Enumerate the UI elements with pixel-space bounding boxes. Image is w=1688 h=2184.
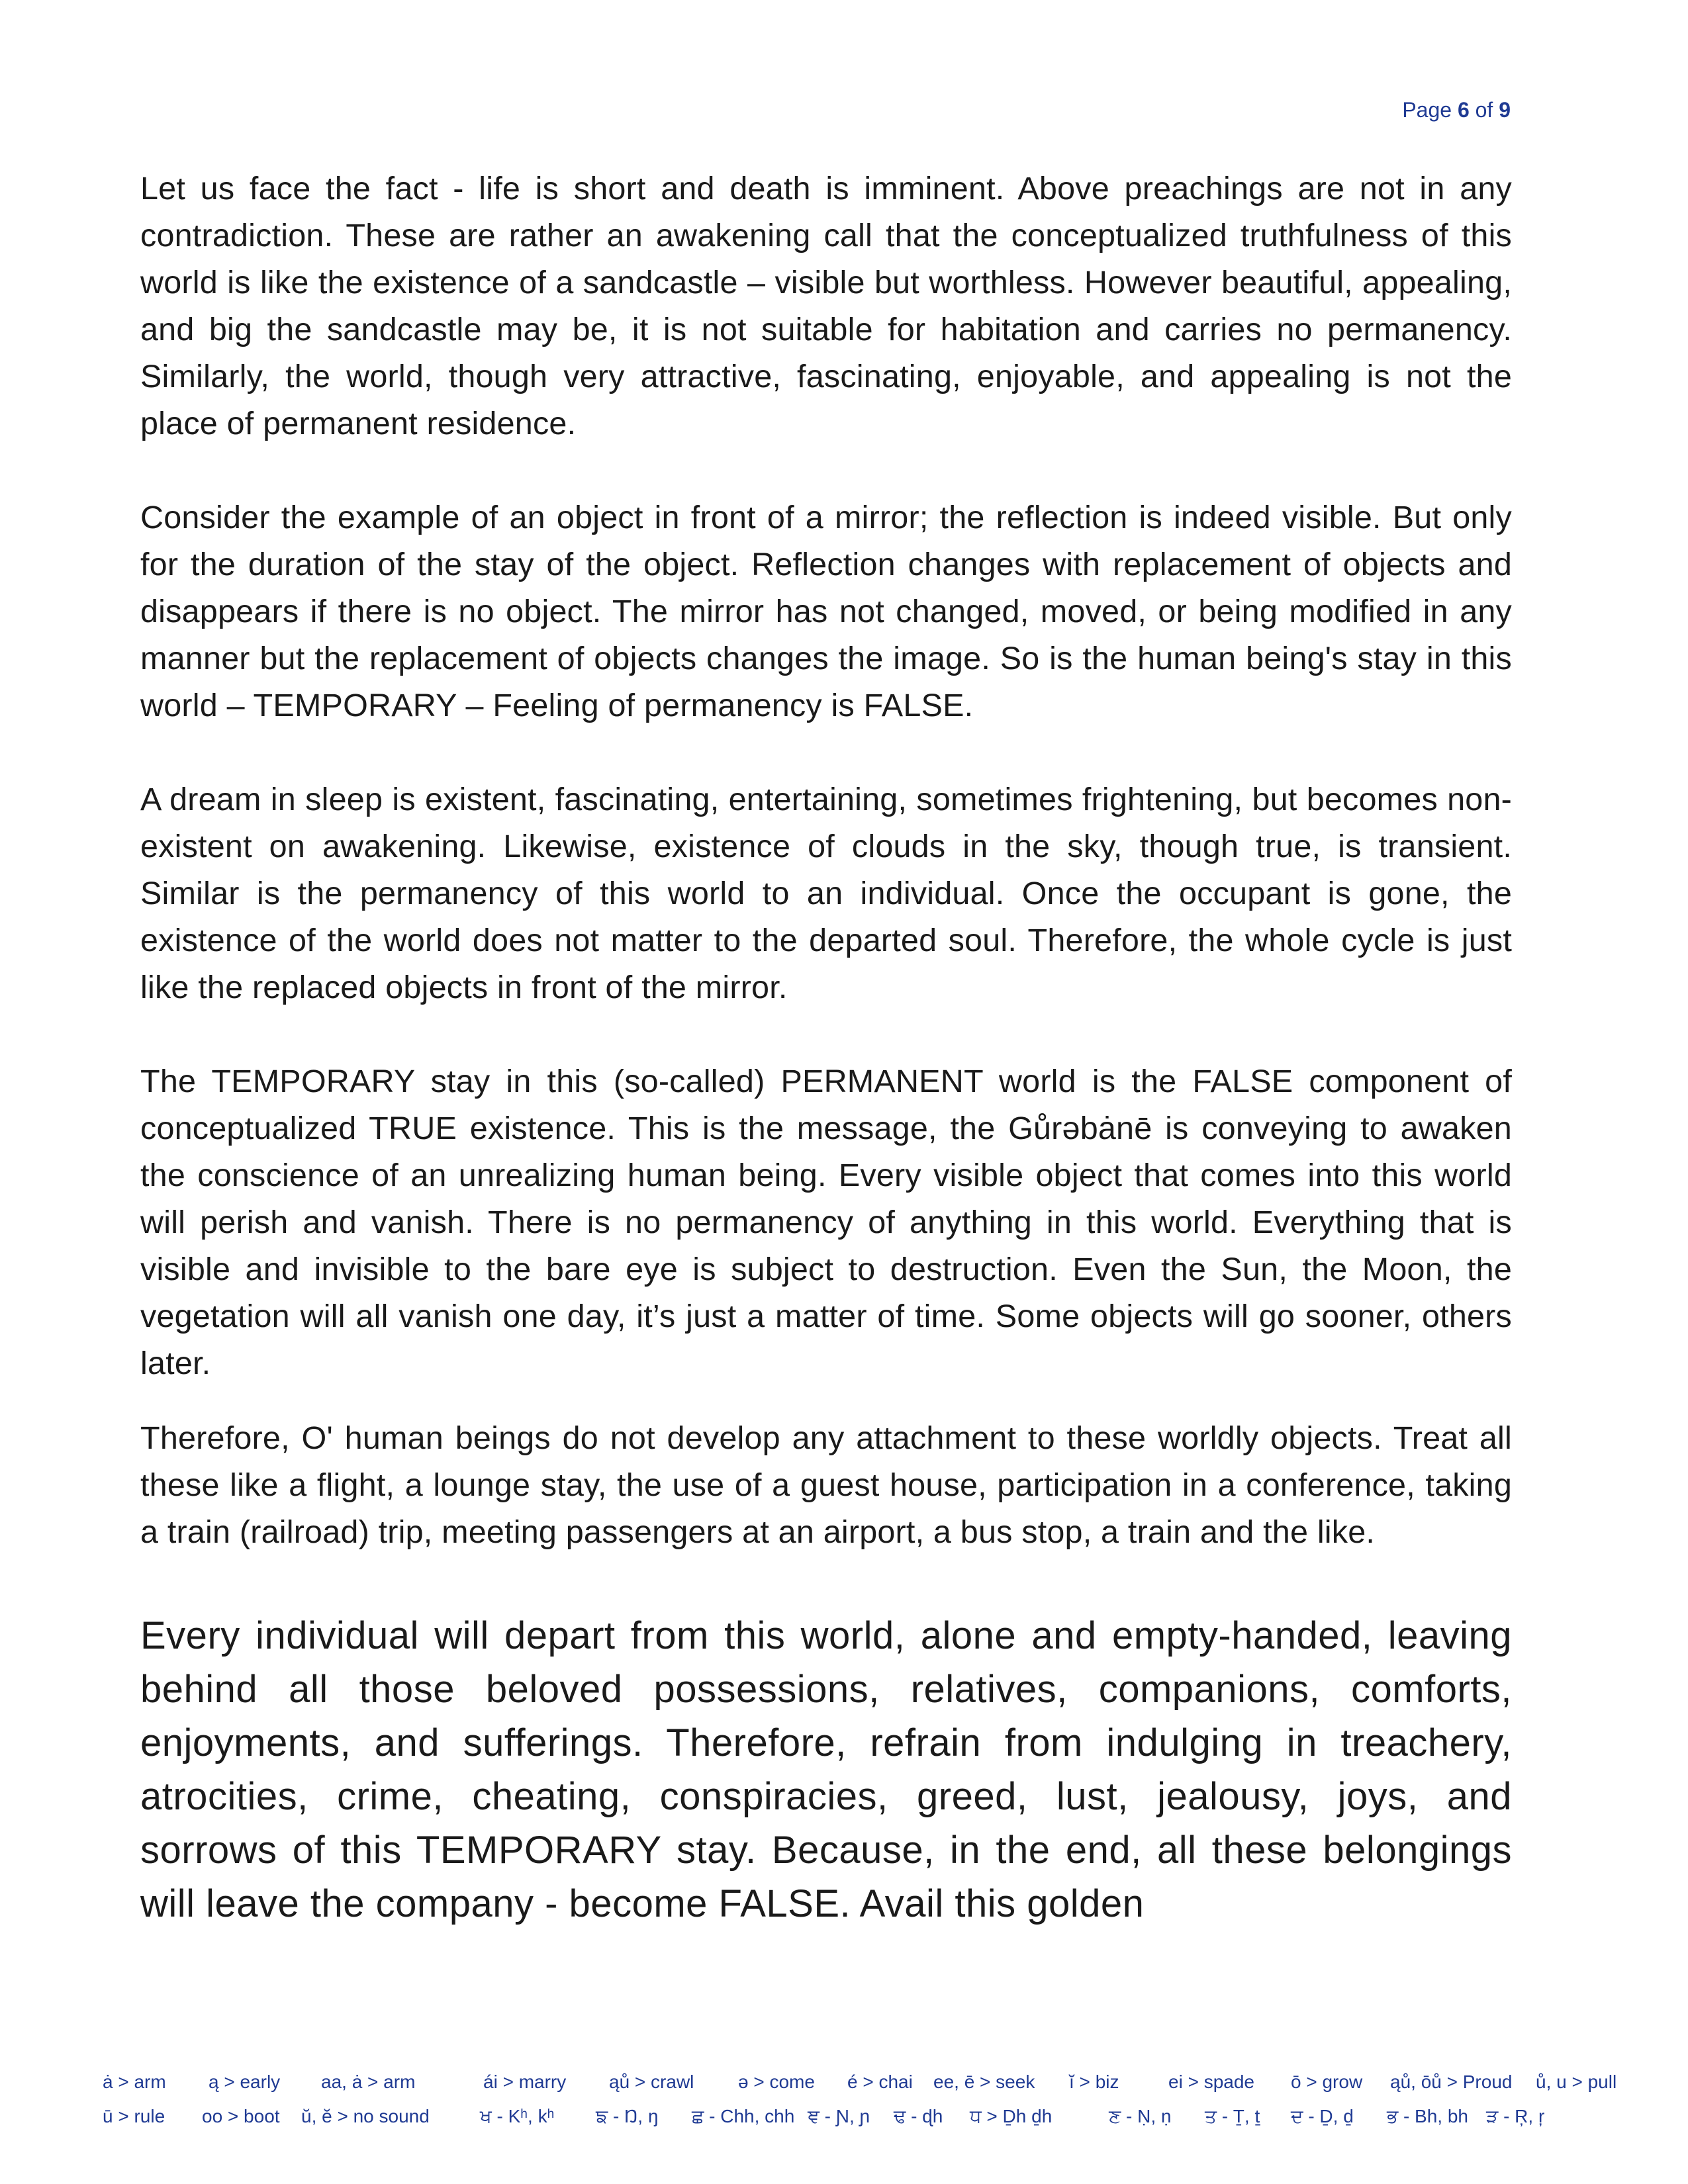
legend-item: oo > boot xyxy=(202,2106,280,2126)
legend-item: ਢ - ɖh xyxy=(894,2105,943,2126)
legend-row-consonants xyxy=(103,2099,1618,2134)
paragraph-attachment: Therefore, O' human beings do not develop any attachment to these worldly objects. Treat all these like a flight, a lounge stay, the use of a guest house, participation in a conference, taking a train (railroad) trip, meeting passengers at an airport, a bus stop, a train and the like. xyxy=(140,1420,1512,1550)
legend-item: ee, ē > seek xyxy=(933,2071,1035,2092)
legend-item: ਙ - Ŋ, ŋ xyxy=(596,2105,659,2126)
legend-item: ei > spade xyxy=(1168,2071,1254,2092)
legend-item: ȧ > arm xyxy=(103,2071,166,2092)
legend-item: ąů > crawl xyxy=(609,2071,694,2092)
legend-item: aa, ȧ > arm xyxy=(321,2071,416,2092)
legend-item: ŭ, ĕ > no sound xyxy=(301,2106,430,2126)
legend-item: ąů, ōů > Proud xyxy=(1390,2071,1513,2092)
paragraph-sandcastle: Let us face the fact - life is short and death is imminent. Above preachings are not in any contradiction. These are rather an awakening call that the conceptualized truthfulness of this world is like the existence of a sandcastle – visible but worthless. However beautiful, appealing, and big the sandcastle may be, it is not suitable for habitation and carries no permanency. Similarly, the world, though very attractive, fascinating, enjoyable, and appealing is not the place of permanent residence. xyxy=(140,171,1512,441)
legend-item: ái > marry xyxy=(483,2071,567,2092)
legend-item: ੜ - Ŗ, ŗ xyxy=(1486,2105,1545,2126)
document-body xyxy=(140,165,1512,1931)
legend-item: ਛ - Chh, chh xyxy=(692,2105,795,2126)
legend-item: é > chai xyxy=(847,2071,913,2092)
transliteration-legend xyxy=(103,2065,1618,2134)
legend-item: ů, u > pull xyxy=(1536,2071,1617,2092)
page-current: 6 xyxy=(1457,98,1470,122)
legend-item: ū > rule xyxy=(103,2106,165,2126)
legend-item: ਣ - Ṇ, ṇ xyxy=(1109,2105,1172,2126)
legend-item: ō > grow xyxy=(1291,2071,1363,2092)
legend-item: ĭ > biz xyxy=(1069,2071,1119,2092)
page-label: Page xyxy=(1402,98,1452,122)
legend-item: ą > early xyxy=(209,2071,281,2092)
page-of: of xyxy=(1475,98,1493,122)
legend-item: ਤ - Ṯ, ṯ xyxy=(1205,2105,1260,2126)
page-total: 9 xyxy=(1499,98,1511,122)
paragraph-dream: A dream in sleep is existent, fascinating, entertaining, sometimes frightening, but becomes non-existent on awakening. Likewise, existence of clouds in the sky, though true, is transient. Similar is the permanency of this world to an individual. Once the occupant is gone, the existence of the world does not matter to the departed soul. Therefore, the whole cycle is just like the replaced objects in front of the mirror. xyxy=(140,782,1512,1005)
paragraph-temporary-stay: The TEMPORARY stay in this (so-called) PERMANENT world is the FALSE component of conceptualized TRUE existence. This is the message, the Gůrəbȧnē is conveying to awaken the conscience of an unrealizing human being. Every visible object that comes into this world will perish and vanish. There is no permanency of anything in this world. Everything that is visible and invisible to the bare eye is subject to destruction. Even the Sun, the Moon, the vegetation will all vanish one day, it’s just a matter of time. Some objects will go sooner, others later. xyxy=(140,1064,1512,1381)
paragraph-mirror: Consider the example of an object in front of a mirror; the reflection is indeed visible. But only for the duration of the stay of the object. Reflection changes with replacement of objects and disappears if there is no object. The mirror has not changed, moved, or being modified in any manner but the replacement of objects changes the image. So is the human being's stay in this world – TEMPORARY – Feeling of permanency is FALSE. xyxy=(140,500,1512,723)
paragraph-depart: Every individual will depart from this world, alone and empty-handed, leaving behind all those beloved possessions, relatives, companions, comforts, enjoyments, and sufferings. Therefore, refrain from indulging in treachery, atrocities, crime, cheating, conspiracies, greed, lust, jealousy, joys, and sorrows of this TEMPORARY stay. Because, in the end, all these belongings will leave the company - become FALSE. Avail this golden xyxy=(140,1614,1512,1925)
legend-item: ਖ - Kʰ, kʰ xyxy=(480,2105,555,2126)
legend-item: ਧ > Ḏh ḏh xyxy=(970,2105,1053,2126)
legend-item: ਞ - Ɲ, ɲ xyxy=(808,2105,870,2126)
legend-item: ə > come xyxy=(738,2071,815,2092)
legend-item: ਦ - Ḏ, ḏ xyxy=(1291,2105,1354,2126)
page-number xyxy=(1402,98,1511,122)
legend-item: ਭ - Bh, bh xyxy=(1387,2105,1468,2126)
legend-row-vowels xyxy=(103,2065,1618,2099)
